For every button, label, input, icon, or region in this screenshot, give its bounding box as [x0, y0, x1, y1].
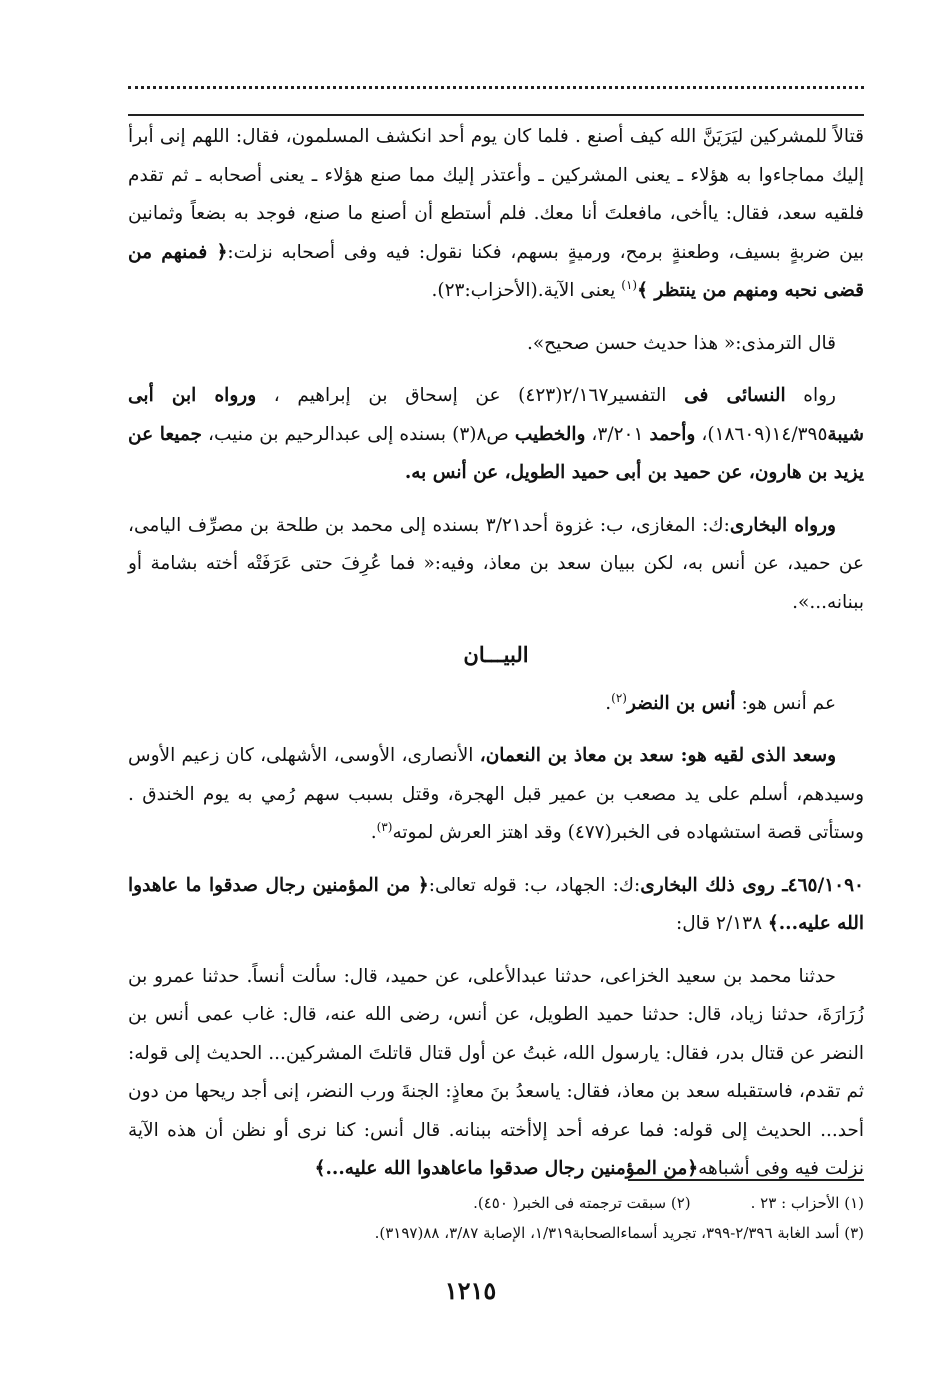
bold-run: وأحمد	[649, 423, 696, 445]
paragraph-p1	[128, 118, 864, 311]
text-run: يعنى الآية.(الأحزاب:٢٣).	[431, 280, 622, 301]
header-dotted-line	[128, 86, 864, 89]
footnote-ref: (١)	[621, 277, 638, 292]
footnote-3: (٣) أسد الغابة ٢/٣٩٦-٣٩٩، تجريد أسماءالصحابة١/٣١٩، الإصابة ٣/٨٧، ٨٨(٣١٩٧).	[374, 1224, 864, 1242]
footnote-ref: (٢)	[611, 690, 627, 705]
text-run: رواه	[785, 385, 836, 406]
text-run: الأنصارى، الأوسى، الأشهلى، كان زعيم الأوس وسيدهم، أسلم على يد مصعب بن عمير قبل الهجرة، وقتل بسبب سهم رُمي به يوم الخندق . وستأتى قصة استشهاده فى الخبر(٤٧٧) وقد اهتز العرش لموته	[128, 745, 864, 843]
bold-run: النسائى فى	[684, 385, 786, 406]
bold-run: جميعا عن يزيد بن هارون، عن حميد بن أبى حميد الطويل، عن أنس به.	[128, 423, 864, 483]
main-text	[128, 118, 864, 1203]
text-run: ٢/١٣٨ قال:	[675, 913, 768, 934]
paragraph-p7	[128, 867, 864, 944]
bold-run: ٤٦٥/١٠٩٠ـ روى ذلك البخارى	[640, 874, 864, 896]
section-heading	[128, 636, 864, 675]
footnote-ref: (٣)	[376, 819, 393, 834]
text-run: قتالاً للمشركين ليَرَيَنَّ الله كيف أصنع . فلما كان يوم أحد انكشف المسلمون، فقال: اللهم إنى أبرأ إليك مماجاءوا به هؤلاء ـ يعنى المشركين ـ وأعتذر إليك مما صنع هؤلاء ـ يعنى أصحابه ـ ثم تقدم فلقيه سعد، فقال: ياأخى، مافعلتَ أنا معك. فلم أستطع أن أصنع ما صنع، فوجد به بضعاً وثمانين بين ضربةٍ بسيف، وطعنةٍ برمح، ورميةٍ بسهم، فكنا نقول: فيه وفى أصحابه نزلت:	[128, 126, 864, 263]
bold-run: ورواه البخارى	[729, 514, 836, 536]
bold-run: ﴿من المؤمنين رجال صدقوا ماعاهدوا الله عليه...﴾	[314, 1158, 699, 1179]
bold-run: وسعد الذى لقيه هو: سعد بن معاذ بن النعمان،	[479, 745, 836, 766]
bold-run: ورواه ابن أبى شيبة	[128, 385, 864, 445]
footnote-2: (٢) سبقت ترجمته فى الخبر( ٤٥٠).	[473, 1194, 691, 1212]
footnote-row	[128, 1188, 864, 1218]
paragraph-p5	[128, 685, 864, 724]
text-run: ص٨(٣) بسنده إلى عبدالرحيم بن منيب،	[202, 423, 515, 445]
text-run: .	[370, 822, 377, 843]
footnote-1: (١) الأحزاب : ٢٣ .	[750, 1194, 864, 1212]
text-run: ١٤/٣٩٥(١٨٦٠٩)،	[695, 423, 828, 445]
bold-run: البيـــان	[463, 642, 529, 667]
text-run: .	[605, 692, 612, 714]
footnotes	[128, 1188, 864, 1248]
footnote-separator	[628, 1179, 864, 1181]
paragraph-p2	[128, 325, 864, 364]
text-run: ٣/٢٠١،	[585, 423, 650, 445]
text-run: قال الترمذى:« هذا حديث حسن صحيح».	[526, 332, 836, 354]
paragraph-p3	[128, 377, 864, 493]
text-run: :ك: الجهاد، ب: قوله تعالى:	[428, 874, 641, 896]
text-run: التفسير٢/١٦٧(٤٢٣) عن إسحاق بن إبراهيم ،	[256, 385, 685, 406]
paragraph-p4	[128, 507, 864, 623]
header-rule	[128, 114, 864, 116]
paragraph-p8	[128, 958, 864, 1189]
text-run: :ك: المغازى، ب: غزوة أحد٣/٢١ بسنده إلى محمد بن طلحة بن مصرِّف اليامى، عن حميد، عن أنس به، لكن ببيان سعد بن معاذ، وفيه:« فما عُرِفَ حتى عَرَفَتْه أخته بشامة أو ببنانه...».	[128, 514, 864, 613]
page-number: ١٢١٥	[444, 1276, 497, 1305]
bold-run: والخطيب	[514, 423, 586, 445]
text-run: عم أنس هو:	[735, 692, 836, 714]
bold-run: ﴿ من المؤمنين رجال صدقوا ما عاهدوا الله عليه...﴾	[128, 874, 864, 934]
bold-run: أنس بن النضر	[626, 692, 736, 714]
bold-run: ﴿ فمنهم من قضى نحبه ومنهم من ينتظر ﴾	[128, 241, 864, 301]
paragraph-p6	[128, 737, 864, 853]
text-run: حدثنا محمد بن سعيد الخزاعى، حدثنا عبدالأعلى، عن حميد، قال: سألت أنساً. حدثنا عمرو بن زُرَارَةَ، حدثنا زياد، قال: حدثنا حميد الطويل، عن أنس، رضى الله عنه، قال: غاب عمى أنس بن النضر عن قتال بدر، فقال: يارسول الله، غبتُ عن أول قتال قاتلتَ المشركين... الحديث إلى قوله: ثم تقدم، فاستقبله سعد بن معاذ، فقال: ياسعدُ بنَ معاذٍ: الجنةَ ورب النضر، إنى أجد ريحها من دون أحد... الحديث إلى قوله: فما عرفه أحد إلاأخته ببنانه. قال أنس: كنا نرى أو نظن أن هذه الآية نزلت فيه وفى أشباهه	[128, 965, 864, 1179]
